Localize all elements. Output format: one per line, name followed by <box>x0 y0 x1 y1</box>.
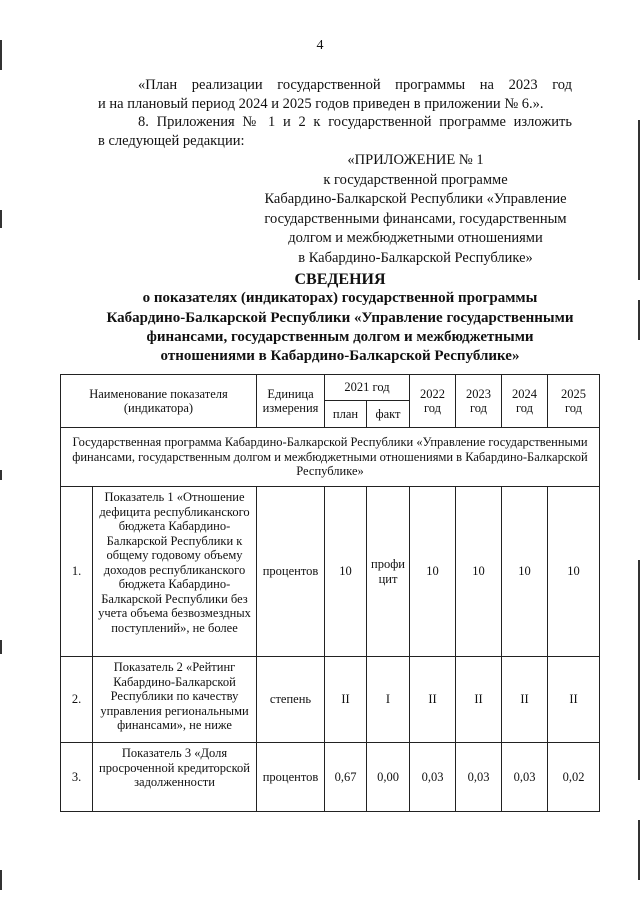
heading-title: СВЕДЕНИЯ <box>294 271 386 288</box>
paragraph-line: 8. Приложения № 1 и 2 к государственной программе изложить <box>138 114 572 130</box>
paragraph-line: «План реализации государственной программы на 2023 год <box>138 77 572 93</box>
row-unit: процентов <box>257 743 325 812</box>
indicators-table <box>60 374 600 812</box>
row-fact: профи цит <box>367 487 410 657</box>
heading-line: финансами, государственным долгом и межбюджетными <box>146 328 534 345</box>
row-indicator-name: Показатель 1 «Отношение дефицита республиканского бюджета Кабардино-Балкарской Республики к общему годовому объему доходов республиканского бюджета Кабардино-Балкарской Республики без учета объема безвозмездных поступлений», не более <box>93 487 257 657</box>
header-year-2025: 2025 год <box>548 375 600 428</box>
row-2022: 10 <box>410 487 456 657</box>
table-row <box>61 487 600 657</box>
program-title-cell: Государственная программа Кабардино-Балкарской Республики «Управление государственными финансами, государственным долгом и межбюджетными отношениями в Кабардино-Балкарской Республике» <box>61 428 600 487</box>
paragraph-amendment <box>98 113 572 151</box>
row-2024: II <box>502 657 548 743</box>
appendix-line: к государственной программе <box>323 171 508 188</box>
row-2024: 10 <box>502 487 548 657</box>
row-number: 3. <box>61 743 93 812</box>
row-2023: 0,03 <box>456 743 502 812</box>
appendix-line: государственными финансами, государственным <box>264 210 567 227</box>
paragraph-line: и на плановый период 2024 и 2025 годов приведен в приложении № 6.». <box>98 96 544 112</box>
header-year-2023: 2023 год <box>456 375 502 428</box>
row-2025: II <box>548 657 600 743</box>
row-fact: 0,00 <box>367 743 410 812</box>
header-plan: план <box>325 401 367 428</box>
row-2025: 0,02 <box>548 743 600 812</box>
header-year-2024: 2024 год <box>502 375 548 428</box>
row-2025: 10 <box>548 487 600 657</box>
table-row <box>61 657 600 743</box>
row-plan: 0,67 <box>325 743 367 812</box>
row-2022: II <box>410 657 456 743</box>
scan-edge-left <box>0 0 3 905</box>
header-unit: Единица измерения <box>257 375 325 428</box>
row-2024: 0,03 <box>502 743 548 812</box>
row-fact: I <box>367 657 410 743</box>
appendix-line: долгом и межбюджетными отношениями <box>288 230 543 246</box>
row-2022: 0,03 <box>410 743 456 812</box>
appendix-line: Кабардино-Балкарской Республики «Управление <box>264 191 567 207</box>
header-fact: факт <box>367 401 410 428</box>
page-number: 4 <box>316 38 324 53</box>
row-plan: II <box>325 657 367 743</box>
appendix-line: в Кабардино-Балкарской Республике» <box>298 249 533 266</box>
row-number: 1. <box>61 487 93 657</box>
heading-line: о показателях (индикаторах) государственной программы <box>142 290 538 307</box>
row-2023: II <box>456 657 502 743</box>
paragraph-line: в следующей редакции: <box>98 133 245 149</box>
heading-line: отношениями в Кабардино-Балкарской Республике» <box>160 348 520 365</box>
row-unit: степень <box>257 657 325 743</box>
row-indicator-name: Показатель 2 «Рейтинг Кабардино-Балкарской Республики по качеству управления региональными финансами», не ниже <box>93 657 257 743</box>
appendix-line: «ПРИЛОЖЕНИЕ № 1 <box>347 152 484 168</box>
document-heading <box>60 270 620 366</box>
paragraph-plan-reference <box>98 76 572 114</box>
row-2023: 10 <box>456 487 502 657</box>
table-row <box>61 743 600 812</box>
appendix-block <box>248 151 583 268</box>
table-header-row <box>61 375 600 401</box>
program-row <box>61 428 600 487</box>
header-year-2022: 2022 год <box>410 375 456 428</box>
row-indicator-name: Показатель 3 «Доля просроченной кредиторской задолженности <box>93 743 257 812</box>
row-unit: процентов <box>257 487 325 657</box>
header-indicator-name: Наименование показателя (индикатора) <box>61 375 257 428</box>
header-year-2021: 2021 год <box>325 375 410 401</box>
row-number: 2. <box>61 657 93 743</box>
heading-line: Кабардино-Балкарской Республики «Управление государственными <box>106 309 574 326</box>
row-plan: 10 <box>325 487 367 657</box>
